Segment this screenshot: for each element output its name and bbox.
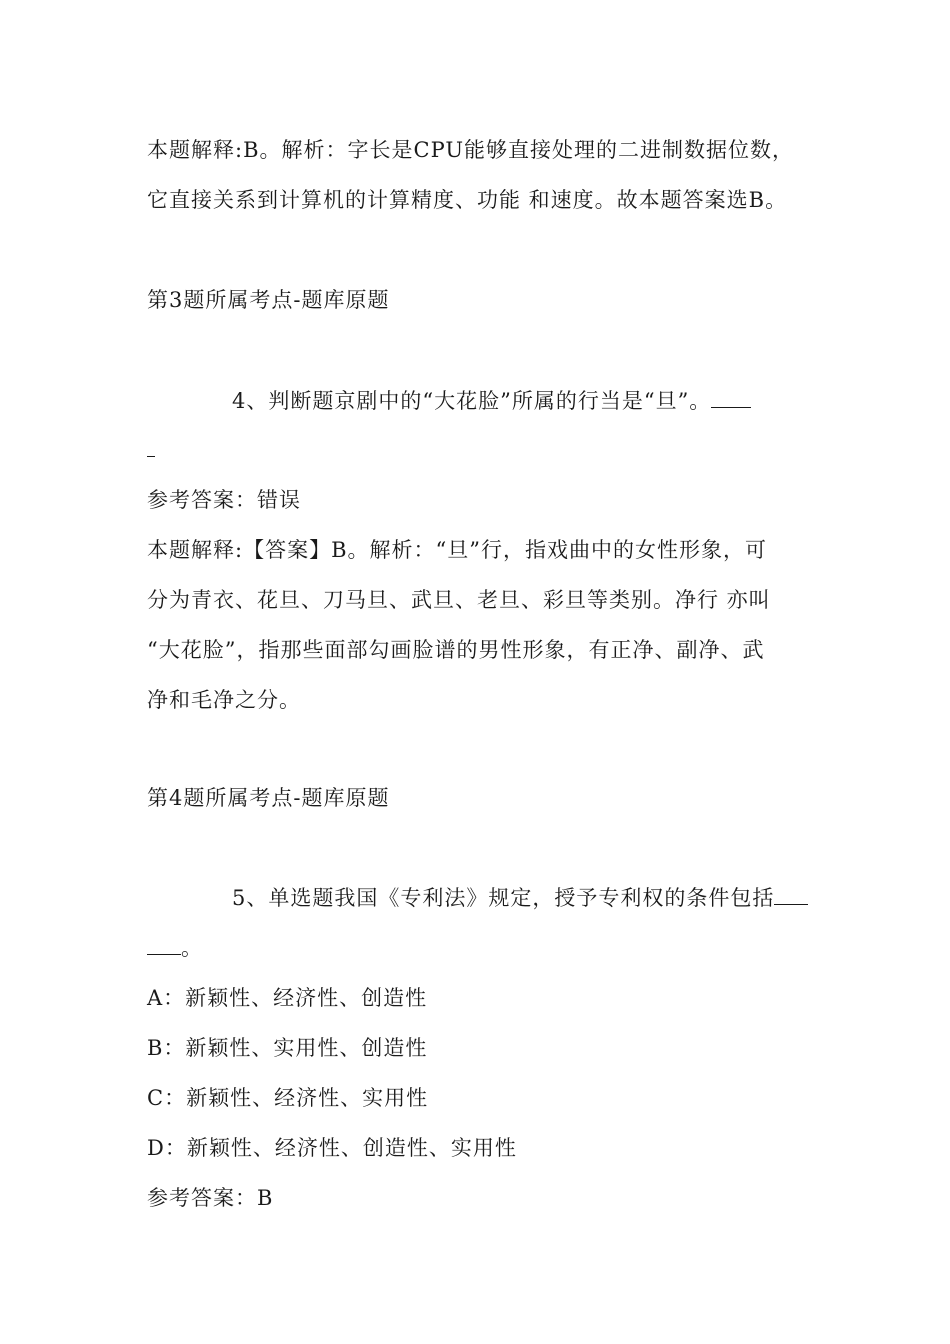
q4-question-text: 4、判断题京剧中的“大花脸”所属的行当是“旦”。 [232,389,712,413]
q5-answer-blank [774,886,808,905]
q5-question-text: 5、单选题我国《专利法》规定，授予专利权的条件包括 [232,886,775,910]
q4-question [232,387,751,415]
q4-topic: 第4题所属考点-题库原题 [147,786,390,810]
q5-question-continuation [147,934,203,962]
q3-explanation-line-1: 本题解释:B。解析：字长是CPU能够直接处理的二进制数据位数， [147,138,795,162]
q5-question-end: 。 [181,936,203,960]
q5-answer: 参考答案：B [147,1186,274,1210]
q5-option-a: A：新颖性、经济性、创造性 [147,986,428,1010]
q4-explanation-line-2: 分为青衣、花旦、刀马旦、武旦、老旦、彩旦等类别。净行 亦叫 [147,588,771,612]
q3-explanation-line-2: 它直接关系到计算机的计算精度、功能 和速度。故本题答案选B。 [147,188,788,212]
q4-answer-blank [711,389,751,408]
q4-blank-continuation [147,436,155,464]
q5-question [232,884,808,912]
q5-option-b: B：新颖性、实用性、创造性 [147,1036,428,1060]
q4-explanation-line-4: 净和毛净之分。 [147,688,301,712]
q5-option-c: C：新颖性、经济性、实用性 [147,1086,429,1110]
q4-answer-blank-tail [147,438,155,457]
q5-option-d: D：新颖性、经济性、创造性、实用性 [147,1136,517,1160]
q3-topic: 第3题所属考点-题库原题 [147,288,390,312]
q4-explanation-line-3: “大花脸”，指那些面部勾画脸谱的男性形象，有正净、副净、武 [147,638,765,662]
q5-answer-blank-tail [147,936,181,955]
q4-explanation-line-1: 本题解释:【答案】B。解析：“旦”行，指戏曲中的女性形象，可 [147,538,767,562]
q4-answer: 参考答案：错误 [147,488,301,512]
